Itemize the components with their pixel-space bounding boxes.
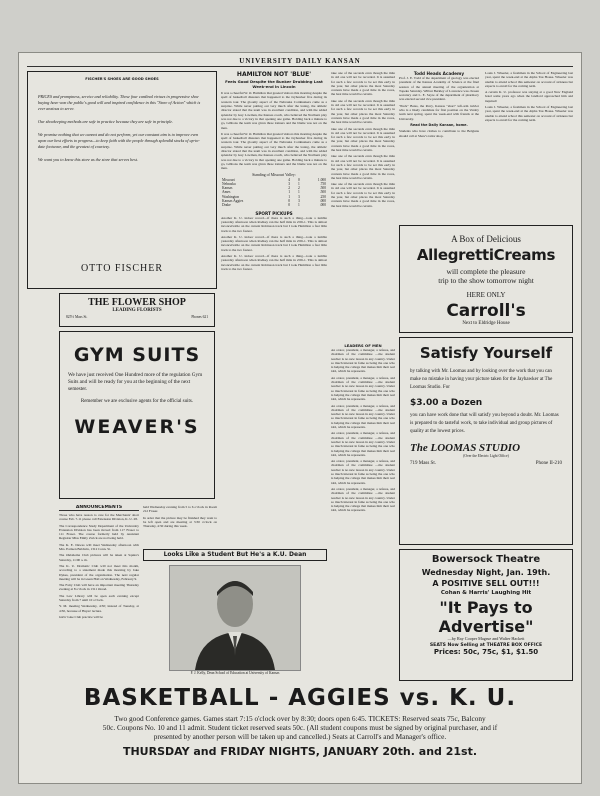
belgians-note: Students who have clothes to contribute to the Belgians should call at Shaw's tailor shop. [399,129,479,138]
leaders-body: An orator, president, a manager, a referee, and chairman of the committee —the student teacher is no new lesson in any country. Under so much interest in fame as being the one who is helping the college that makes him their real idol, which he represents. [331,431,395,457]
bowersock-date: Wednesday Night, Jan. 19th. [421,568,551,577]
basketball-title: BASKETBALL - AGGIES vs. K. U. [83,685,517,711]
leaders-body: An orator, president, a manager, a referee, and chairman of the committee —the student teacher is no new lesson in any country. Under so much interest in fame as being the one who is helping the college that makes him their real idol, which he represents. [331,375,395,402]
standings-cell: 0 [298,177,300,182]
announcement-item: Y. M. meeting Wednesday, 4:30; instead of Tuesday, at 4:30, because of Hayes' lecture. [59,604,139,613]
fischer-header: FISCHER'S SHOES ARE GOOD SHOES [85,77,159,81]
standings-cell: .000 [319,203,326,208]
sport-pickups-title: SPORT PICKUPS [255,210,293,216]
allegretti-only: HERE ONLY [466,291,506,299]
standings-cell: 0 [288,199,291,204]
standings-cell: 1 [288,194,291,199]
hamilton-article [221,71,327,541]
fischer-paragraph: We promise nothing that we cannot and do not perform, yet our constant aim is to improve even upon our best efforts to progress—to keep faith with the people through splendid stocks of up-to-date footwear, and the greatest of courtesy. [38,132,200,149]
leaders-body: An orator, president, a manager, a referee, and chairman of the committee —the student teacher is no new lesson in any country. Under so much interest in fame as being the one who is helping the college that makes him their real idol, which he represents. [331,459,395,485]
standings-cell: 2 [288,186,291,191]
newspaper-page [18,52,582,784]
announcement-item: The Fairy Club will have an important meeting Thursday evening at 8 o'clock in 1311 Oread. [59,583,139,592]
fischer-paragraph: Our shoekeeping methods are safe in practice because they are safe in principle. [38,119,174,124]
announcements [59,505,139,675]
play-title-1: "It Pays to [439,598,533,617]
wheeler-body: Louis J. Wheeler, a freshman in the School of Engineering last year, spent the week-end at the Alpha Tau House. Wheeler was unable to attend school this semester on account of sickness but expects to enroll for the coming term. [485,105,573,122]
standings-cell: 1 [298,203,300,208]
announcement-item: The Correspondence Study Department of the University Extension Division has been moved from 117 Fraser to 111 Fraser. The course formerly held by Assistant Registrar Miss Emily Zwick are not being held. [59,523,139,541]
basketball-ad [27,685,573,779]
announcements-title: ANNOUNCEMENTS [59,505,139,511]
announcement-item: held Wednesday evening from 5 to 6 o'clock in Room 212 Fraser. [143,505,217,514]
standings-cell: Drake [222,203,231,208]
todd-headline: Todd Heads Academy [413,71,465,76]
standings-cell: 1 [298,190,300,195]
masthead-title: UNIVERSITY DAILY KANSAN [239,57,361,65]
gym-suits-note: Remember we are exclusive agents for the official suits. [80,399,194,404]
carrolls-location: Next to Eldridge House [462,321,510,326]
flower-shop-ad [59,293,215,327]
loomas-body: by talking with Mr. Loomas and by looking over the work that you can make no mistake in having your picture taken for the Jayhawker at The Loomas Studio. For [410,369,553,390]
leaders-article [331,343,395,673]
bowersock-show: Cohan & Harris' Laughing Hit [440,590,532,596]
flower-shop-sub: LEADING FLORISTS [112,308,162,313]
loomas-ad [399,337,573,545]
standings-row [221,203,327,207]
leaders-body: An orator, president, a manager, a referee, and chairman of the committee —the student teacher is no new lesson in any country. Under so much interest in fame as being the one who is helping the college that makes him their real idol, which he represents. [331,348,395,374]
loomas-phone: Phone II-210 [535,461,562,466]
fischer-paragraph: PRICES and promptness, service and reliability. These four cardinal virtues in progressive shoe buying have won the public's good will and inspired confidence in this "Store of Action" which is ever anxious to serve. [38,94,201,111]
read-kansan-note: Read the Daily Kansan, home. [410,122,468,127]
weavers-ad [59,331,215,499]
bowersock-prices: Prices: 50c, 75c, $1, $1.50 [433,648,539,656]
announcement-item: In order that the picture may be finished they want to be left open and are meeting at 3:30 o'clock on Thursday, 4:30 during this week. [143,515,217,529]
standings-cell: Nebraska [222,181,236,186]
todd-article [399,71,479,221]
wheeler-body: Louis J. Wheeler, a freshman in the School of Engineering last year, spent the week-end at the Alpha Tau House. Wheeler was unable to attend school this semester on account of sickness but expects to enroll for the coming term. [485,71,573,88]
standings-table [221,178,327,208]
allegretti-line1: will complete the pleasure [446,267,526,276]
play-authors: —by Ray Cooper Magrue and Walter Hackett [447,636,525,641]
standings-cell: Washington [222,194,240,199]
announcement-item: The Oklahoma Club pictures will be taken at Squire's Saturday, 11:00 a. m. [59,553,139,562]
gym-suits-title: GYM SUITS [73,344,201,366]
bowersock-seats: SEATS Now Selling at THEATRE BOX OFFICE [429,643,543,648]
flower-shop-address: 825½ Mass St. [66,315,88,319]
sport-pickups-body: Another K. U. indoor record—if there is such a thing—took a tumble yesterday afternoon when Rodkey ran the half mile in 2:06-1. This is almost inconceivable on the current Robinson track but I took Hamilton a fast little track to the two fastest. [221,253,327,271]
leaders-body: An orator, president, a manager, a referee, and chairman of the committee —the student teacher is no new lesson in any country. Under so much interest in fame as being the one who is helping the college that makes him their real idol, which he represents. [331,486,395,513]
hamilton-headline: HAMILTON NOT 'BLUE' [236,71,312,78]
fischer-paragraph: We want you to know this store as the store that serves best. [38,157,138,162]
play-title-2: Advertise" [438,617,534,636]
sport-pickups-body: Another K. U. indoor record—if there is such a thing—took a tumble yesterday afternoon when Rodkey ran the half mile in 2:06-1. This is almost inconceivable on the current Robinson track but I took Hamilton a fast little track to the two fastest. [221,215,327,233]
hamilton-subhead: Feels Good Despite the Bunker Drubbing Last Week-end in Lincoln [225,79,323,89]
middle-body: take one of the seconds even though the mile in old one will not be recorded. It is assumed for such a few records to be set this early in the year, but other places the most Saturday contests have made a good time in the races, the best time would be certain. [331,126,395,153]
standings-cell: .250 [319,194,326,199]
announcement-item: Those who have reason to care for the Merchants' short course Feb. 7-11 please call Extension Division, K. U. 28. [59,513,139,522]
carrolls-name: Carroll's [446,301,526,321]
flower-shop-phone: Phones 621 [191,315,208,319]
standings-cell: Kansas [222,186,233,191]
photo-header-box [143,549,327,561]
standings-cell: 2 [298,186,300,191]
standings-cell: 3 [298,194,300,199]
standings-cell: 1 [288,190,291,195]
dean-portrait-icon [170,566,300,670]
standings-cell: .500 [319,186,326,191]
photo-header: Looks Like a Student But He's a K.U. Dean [163,551,307,558]
middle-body: take one of the seconds even though the mile in old one will not be recorded. It is assumed for such a few records to be set this early in the year, but other places the most Saturday contests have made a good time in the races, the best time would be certain. [331,182,395,208]
leaders-headline: LEADERS OF MEN [344,343,382,348]
fischer-ad [27,71,217,289]
basketball-line-1: Two good Conference games. Games start 7:15 o'clock over by 8:30; doors open 6:45. TICKETS: Reserved seats 75c, Balcony [114,714,486,723]
allegretti-name: AllegrettiCreams [416,246,556,264]
allegretti-pre: A Box of Delicious [451,234,521,244]
sport-pickups-body: Another K. U. indoor record—if there is such a thing—took a tumble yesterday afternoon when Rodkey ran the half mile in 2:06-1. This is almost inconceivable on the current Robinson track but I took Hamilton a fast little track to the two fastest. [221,234,327,252]
loomas-body-2: you can have work done that will satisfy you beyond a doubt. Mr. Loomas is prepared to do tasteful work, to take individual and group pictures of quality at the lowest prices. [410,413,559,434]
allegretti-line2: trip to the show tomorrow night [438,276,534,285]
bowersock-ad [399,549,573,681]
standings-cell: .750 [319,181,326,186]
middle-body: take one of the seconds even though the mile in old one will not be recorded. It is assumed for such a few records to be set this early in the year, but other places the most Saturday contests have made a good time in the races, the best time would be certain. [331,98,395,125]
standings-cell: 3 [288,181,291,186]
gym-suits-body: We have just received One Hundred more of the regulation Gym Suits and will be ready for you at the beginning of the next semester. [68,372,203,392]
weavers-name: WEAVER'S [74,415,200,438]
announcement-item: The Law Library will be open each evening except Saturday from 7 until 10 o'clock. [59,593,139,603]
allegretti-ad [399,225,573,333]
basketball-dates: THURSDAY and FRIDAY NIGHTS, JANUARY 20th. and 21st. [122,745,478,759]
basketball-line-3: presented by another person will be taken up and cancelled.) Seats at Carroll's and Manager's office. [153,731,447,741]
leaders-body: An orator, president, a manager, a referee, and chairman of the committee —the student teacher is no new lesson in any country. Under so much interest in fame as being the one who is helping the college that makes him their real idol, which he represents. [331,403,395,430]
fischer-signature: OTTO FISCHER [80,263,164,274]
standings-cell: .000 [319,199,326,204]
announcement-item: Girls' Glee Club practice will be [59,614,103,619]
standings-cell: Ames [222,190,231,195]
standings-cell: 1 [298,181,300,186]
standings-cell: 0 [288,203,291,208]
standings-cell: Missouri [222,177,235,182]
photo-caption: F. J. Kelly, Dean School of Education at University of Kansas [190,671,280,675]
bowersock-sellout: A POSITIVE SELL OUT!!! [432,579,540,588]
wheeler-column [485,71,573,221]
loomas-price: $3.00 a Dozen [410,398,483,408]
loomas-title: Satisfy Yourself [419,344,553,362]
announcement-item: The K. E. Dawes will meet Wednesday afternoon with Mrs. Earleen Baldwin, 1312 Conn. St. [59,542,139,552]
standings-cell: 4 [288,177,291,182]
puck-bates-note: "Puck" Bates, the Perry, Kansas "short" left-arm twirler who is a likely candidate for first position on the Varsity team next spring, spent the week-end with friends at the University. [399,103,479,121]
loomas-over: (Over the Electric Light Office) [463,454,509,458]
standings-cell: 1.000 [317,177,326,182]
dean-photo [169,565,301,671]
standings-cell: 3 [298,199,300,204]
wheeler-body: A certain K. U. professor was staying at a good New England hotel some years ago when the landlord approached him and inquired: [485,90,573,103]
middle-body: take one of the seconds even though the mile in old one will not be recorded. It is assumed for such a few records to be set this early in the year, but other places the most Saturday contests have made a good time in the races, the best time would be certain. [331,154,395,180]
middle-body: take one of the seconds even though the mile in old one will not be recorded. It is assumed for such a few records to be set this early in the year, but other places the most Saturday contests have made a good time in the races, the best time would be certain. [331,71,395,97]
hamilton-body: It was a cheerful W. O. Hamilton that greeted visitors this morning despite the spell of basketball disasters that happened to the Jayhawker five during its western tour. The gloomy aspect of the Nebraska Cornhuskers came as a surprise. While never putting out very much after the losing, the athletic director stated that the team was in excellent condition, and with the added splendor by Guy Lowman, the Kansas coach, who believed the Northern play was not due to a victory in that opening one game. Holding back a minute to go, Gibbons the team was given three trainers and the blame was not on the men. [221,91,327,130]
announcement-item: The K. U. Dramatic Club will not meet this month, according to a statement made this morning by Jake Dykes, president of the organization. The next regular meeting will be in Green Hall on Wednesday, February 9. [59,563,139,581]
masthead-rule [27,66,573,67]
announcements-col2 [143,505,217,545]
flower-shop-title: THE FLOWER SHOP [88,297,186,308]
loomas-studio: The LOOMAS STUDIO [410,442,521,454]
basketball-line-2: 50c. Coupons No. 10 and 11 admit. Student ticket reserved seats 50c. (All student coupons must be signed by original purchaser, and if [102,722,498,732]
loomas-address: 719 Mass St. [410,461,436,466]
standings-cell: .500 [319,190,326,195]
bowersock-title: Bowersock Theatre [431,554,541,565]
hamilton-body: It was a cheerful W. O. Hamilton that greeted visitors this morning despite the spell of basketball disasters that happened to the Jayhawker five during its western tour. The gloomy aspect of the Nebraska Cornhuskers came as a surprise. While never putting out very much after the losing, the athletic director stated that the team was in excellent condition, and with the added splendor by Guy Lowman, the Kansas coach, who believed the Northern play was not due to a victory in that opening one game. Holding back a minute to go, Gibbons the team was given three trainers and the blame was not on the men. [221,131,327,171]
standings-cell: Kansas Aggies [222,199,244,204]
todd-body: Prof. J. E. Todd of the department of geology was elected president of the Kansas Academy of Science at the final session of the annual meeting of the organization at Topeka Saturday. Wilbur Berkley of Lawrence was chosen secretary and L. E. Sayre of the department of pharmacy was elected second vice president. [399,76,479,102]
standings-title: Standing of Missouri Valley: [252,172,296,177]
